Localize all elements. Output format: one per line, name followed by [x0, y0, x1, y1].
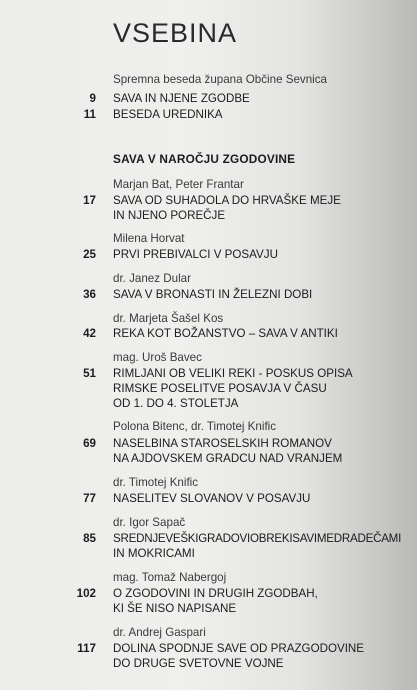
page-number: 69	[83, 437, 96, 450]
intro-line: Spremna beseda župana Občine Sevnica	[113, 73, 327, 86]
entry-title-line: DOLINA SPODNJE SAVE OD PRAZGODOVINE	[113, 642, 365, 655]
entry-author: dr. Igor Sapač	[113, 516, 186, 529]
entry-author: dr. Andrej Gaspari	[113, 626, 206, 639]
entry-title-line: KI ŠE NISO NAPISANE	[113, 602, 237, 615]
page-number: 9	[89, 92, 96, 105]
entry-title-line: NASELBINA STAROSELSKIH ROMANOV	[113, 437, 332, 450]
entry-title-line: NA AJDOVSKEM GRADCU NAD VRANJEM	[113, 452, 343, 465]
entry-author: dr. Janez Dular	[113, 272, 191, 285]
entry-author: mag. Uroš Bavec	[113, 351, 202, 364]
page-number: 25	[83, 248, 96, 261]
entry-author: Polona Bitenc, dr. Timotej Knific	[113, 420, 277, 433]
page-number: 51	[83, 367, 96, 380]
entry-title: SAVA IN NJENE ZGODBE	[113, 92, 250, 105]
entry-title-line: IN NJENO POREČJE	[113, 209, 226, 222]
entry-title-line: SAVA V BRONASTI IN ŽELEZNI DOBI	[113, 288, 313, 301]
section-heading: SAVA V NAROČJU ZGODOVINE	[113, 152, 296, 166]
page-number: 17	[83, 194, 96, 207]
entry-title-line: RIMLJANI OB VELIKI REKI - POSKUS OPISA	[113, 367, 353, 380]
entry-author: dr. Timotej Knific	[113, 476, 199, 489]
entry-title-line: REKA KOT BOŽANSTVO – SAVA V ANTIKI	[113, 327, 338, 340]
page-number: 85	[83, 532, 96, 545]
entry-title-line: DO DRUGE SVETOVNE VOJNE	[113, 657, 284, 670]
entry-title-line: IN MOKRICAMI	[113, 547, 195, 560]
page-number: 77	[83, 492, 96, 505]
entry-title-line: NASELITEV SLOVANOV V POSAVJU	[113, 492, 311, 505]
entry-title-line: RIMSKE POSELITVE POSAVJA V ČASU	[113, 382, 327, 395]
entry-title: BESEDA UREDNIKA	[113, 108, 223, 121]
entry-title-line: OD 1. DO 4. STOLETJA	[113, 397, 239, 410]
page-number: 102	[76, 587, 96, 600]
page-number: 11	[83, 108, 96, 121]
entry-title-line: O ZGODOVINI IN DRUGIH ZGODBAH,	[113, 587, 318, 600]
page-number: 36	[83, 288, 96, 301]
entry-author: dr. Marjeta Šašel Kos	[113, 312, 224, 325]
page-number: 117	[77, 642, 96, 655]
entry-title-line: PRVI PREBIVALCI V POSAVJU	[113, 248, 278, 261]
entry-title-line: SAVA OD SUHADOLA DO HRVAŠKE MEJE	[113, 194, 341, 207]
entry-author: mag. Tomaž Nabergoj	[113, 571, 227, 584]
page-number: 42	[83, 327, 96, 340]
entry-author: Milena Horvat	[113, 232, 185, 245]
page-title: VSEBINA	[113, 18, 238, 48]
entry-title-line: SREDNJEVEŠKIGRADOVIOBREKISAVIMEDRADEČAMI	[113, 532, 402, 545]
entry-author: Marjan Bat, Peter Frantar	[113, 178, 244, 191]
